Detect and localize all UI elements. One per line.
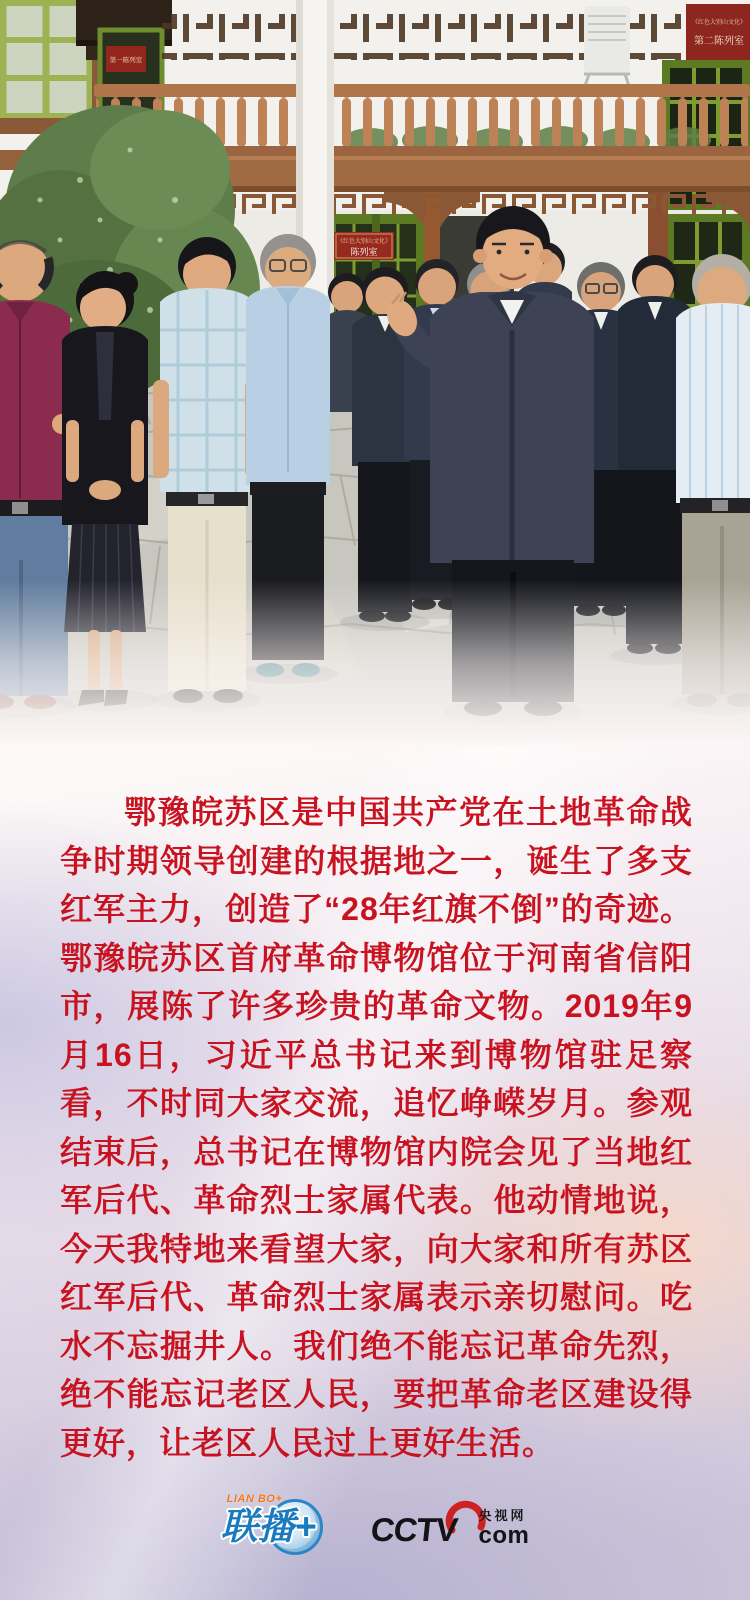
article-paragraph: 鄂豫皖苏区是中国共产党在土地革命战争时期领导创建的根据地之一，诞生了多支红军主力，创造了“28年红旗不倒”的奇迹。鄂豫皖苏区首府革命博物馆位于河南省信阳市，展陈了许多珍贵的革命文物。2019年9月16日，习近平总书记来到博物馆驻足察看，不时同大家交流，追忆峥嵘岁月。参观结束后，总书记在博物馆内院会见了当地红军后代、革命烈士家属代表。他动情地说，今天我特地来看望大家，向大家和所有苏区红军后代、革命烈士家属表示亲切慰问。吃水不忘掘井人。我们绝不能忘记革命先烈，绝不能忘记老区人民，要把革命老区建设得更好，让老区人民过上更好生活。 xyxy=(60,794,693,1461)
upper-left-plaque-text: 第一陈列室 xyxy=(109,57,143,64)
photo-bottom-fade xyxy=(0,580,750,745)
news-photo xyxy=(0,0,750,745)
lianbo-plus-logo xyxy=(221,1492,325,1558)
door-sign xyxy=(334,232,394,260)
door-sign-line1: 《红色大别山文化》 xyxy=(336,239,392,245)
cctv-site-text xyxy=(478,1508,529,1548)
top-right-plaque xyxy=(686,4,750,60)
lianbo-en-tagline: LIAN BO+ xyxy=(226,1493,283,1505)
door-sign-line2: 陈列室 xyxy=(350,247,378,257)
lianbo-wordmark: 联播+ xyxy=(220,1506,317,1547)
cctv-com-logo xyxy=(368,1488,530,1562)
top-right-plaque-line2: 第二陈列室 xyxy=(694,36,744,47)
cctv-wordmark: CCTV xyxy=(368,1510,459,1548)
cctv-site-cn: 央视网 xyxy=(478,1508,527,1524)
courtyard-scene xyxy=(0,0,750,745)
article-body xyxy=(60,788,693,1467)
top-right-plaque-line1: 《红色大别山文化》 xyxy=(691,20,747,26)
footer xyxy=(0,1490,750,1560)
cctv-domain: com xyxy=(478,1521,530,1549)
